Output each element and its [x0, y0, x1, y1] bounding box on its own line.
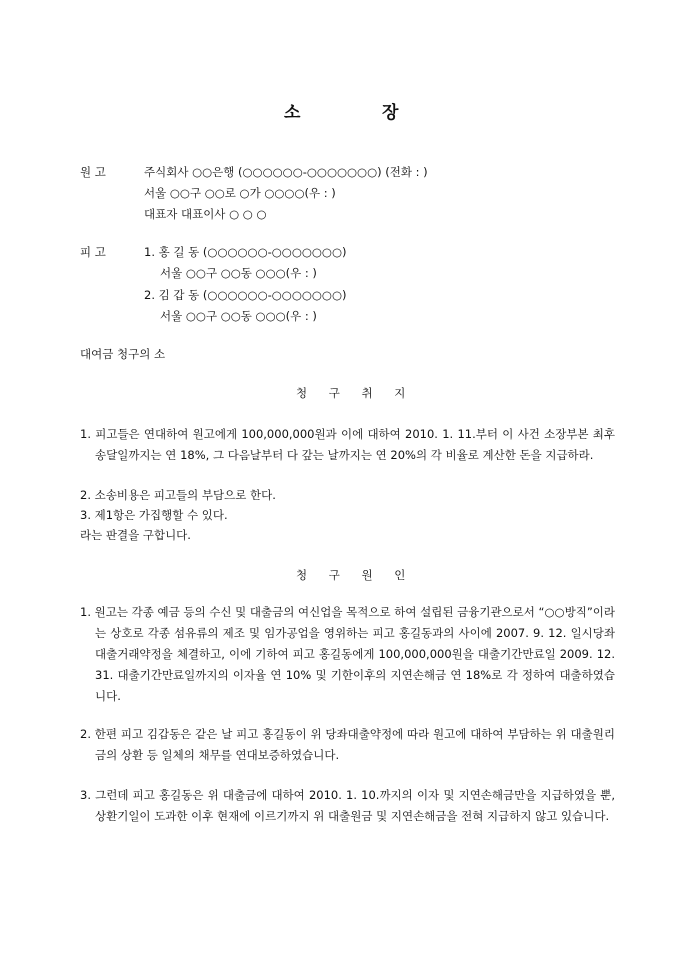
claim-cause-heading: 청 구 원 인 [296, 568, 415, 582]
title-char-2: 장 [382, 103, 399, 123]
defendant-1-line-2: 서울 ○○구 ○○동 ○○○(우 : ) [160, 266, 317, 280]
claim-purpose-item-3: 3. 제1항은 가집행할 수 있다. [80, 508, 228, 522]
claim-cause-para-2: 2. 한편 피고 김갑동은 같은 날 피고 홍길동이 위 당좌대출약정에 따라 원고에 대하여 부담하는 위 대출원리금의 상환 등 일체의 채무를 연대보증하였습니다. [80, 727, 615, 762]
title-char-1: 소 [284, 103, 301, 123]
claim-purpose-closing: 라는 판결을 구합니다. [80, 528, 191, 542]
claim-purpose-item-2: 2. 소송비용은 피고들의 부담으로 한다. [80, 488, 276, 502]
defendant-1-line-1: 1. 홍 길 동 (○○○○○○-○○○○○○○) [144, 245, 347, 259]
plaintiff-line-3: 대표자 대표이사 ○ ○ ○ [144, 207, 267, 221]
plaintiff-label: 원 고 [80, 165, 106, 179]
plaintiff-line-1: 주식회사 ○○은행 (○○○○○○-○○○○○○○) (전화 : ) [144, 165, 428, 179]
claim-purpose-item-1: 1. 피고들은 연대하여 원고에게 100,000,000원과 이에 대하여 2010. 1. 11.부터 이 사건 소장부본 최후 송달일까지는 연 18%, 그 다음날부터 다 갚는 날까지는 연 20%의 각 비율로 계산한 돈을 지급하라. [80, 427, 615, 462]
plaintiff-line-2: 서울 ○○구 ○○로 ○가 ○○○○(우 : ) [144, 186, 336, 200]
defendant-2-line-2: 서울 ○○구 ○○동 ○○○(우 : ) [160, 309, 317, 323]
claim-cause-para-1: 1. 원고는 각종 예금 등의 수신 및 대출금의 여신업을 목적으로 하여 설립된 금융기관으로서 “○○방직”이라는 상호로 각종 섬유류의 제조 및 임가공업을 영위하는 피고 홍길동과의 사이에 2007. 9. 12. 일시당좌대출거래약정을 체결하고, 이에 기하여 피고 홍길동에게 100,000,000원을 대출기간만료일 2009. 12. 31. 대출기간만료일까지의 이자율 연 10% 및 기한이후의 지연손해금 연 18%로 각 정하여 대출하였습니다. [80, 605, 615, 703]
defendant-label: 피 고 [80, 245, 106, 259]
defendant-2-line-1: 2. 김 갑 동 (○○○○○○-○○○○○○○) [144, 288, 347, 302]
claim-purpose-heading: 청 구 취 지 [296, 386, 415, 400]
case-name: 대여금 청구의 소 [80, 347, 166, 361]
claim-cause-para-3: 3. 그런데 피고 홍길동은 위 대출금에 대하여 2010. 1. 10.까지의 이자 및 지연손해금만을 지급하였을 뿐, 상환기일이 도과한 이후 현재에 이르기까지 위 대출원금 및 지연손해금을 전혀 지급하지 않고 있습니다. [80, 788, 615, 823]
